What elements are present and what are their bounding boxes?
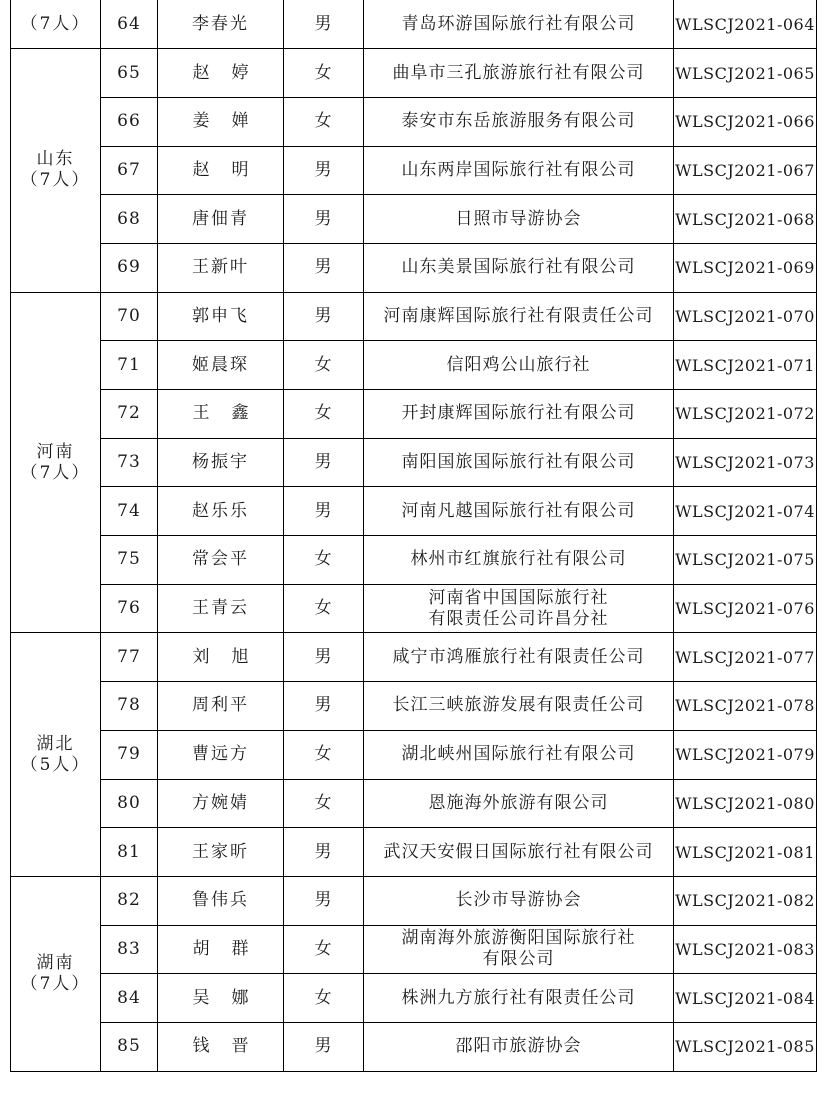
table-row (11, 195, 817, 244)
serial-number: 74 (101, 487, 158, 536)
person-name: 王青云 (158, 584, 284, 633)
person-name: 王家昕 (158, 828, 284, 877)
guide-list-table (10, 0, 817, 1072)
serial-number: 67 (101, 146, 158, 195)
organization: 湖南海外旅游衡阳国际旅行社 有限公司 (364, 925, 674, 974)
certificate-number: WLSCJ2021-074 (674, 487, 817, 536)
certificate-number: WLSCJ2021-067 (674, 146, 817, 195)
serial-number: 75 (101, 536, 158, 585)
certificate-number: WLSCJ2021-071 (674, 341, 817, 390)
organization: 青岛环游国际旅行社有限公司 (364, 0, 674, 49)
gender: 男 (284, 876, 364, 925)
serial-number: 72 (101, 390, 158, 439)
serial-number: 71 (101, 341, 158, 390)
gender: 男 (284, 292, 364, 341)
organization: 咸宁市鸿雁旅行社有限责任公司 (364, 633, 674, 682)
organization: 南阳国旅国际旅行社有限公司 (364, 438, 674, 487)
certificate-number: WLSCJ2021-075 (674, 536, 817, 585)
person-name: 赵乐乐 (158, 487, 284, 536)
table-row (11, 390, 817, 439)
table-row (11, 584, 817, 633)
organization: 长沙市导游协会 (364, 876, 674, 925)
person-name: 曹远方 (158, 730, 284, 779)
organization: 恩施海外旅游有限公司 (364, 779, 674, 828)
serial-number: 79 (101, 730, 158, 779)
table-row (11, 49, 817, 98)
serial-number: 76 (101, 584, 158, 633)
table-row (11, 1022, 817, 1071)
province-count: （7人） (20, 462, 91, 483)
person-name: 钱晋 (158, 1022, 284, 1071)
serial-number: 81 (101, 828, 158, 877)
gender: 女 (284, 49, 364, 98)
gender: 男 (284, 633, 364, 682)
table-row (11, 682, 817, 731)
organization: 河南康辉国际旅行社有限责任公司 (364, 292, 674, 341)
person-name: 唐佃青 (158, 195, 284, 244)
organization: 武汉天安假日国际旅行社有限公司 (364, 828, 674, 877)
gender: 男 (284, 438, 364, 487)
table-row (11, 876, 817, 925)
gender: 女 (284, 779, 364, 828)
table-row (11, 438, 817, 487)
gender: 男 (284, 1022, 364, 1071)
serial-number: 77 (101, 633, 158, 682)
gender: 男 (284, 682, 364, 731)
person-name: 杨振宇 (158, 438, 284, 487)
organization: 信阳鸡公山旅行社 (364, 341, 674, 390)
certificate-number: WLSCJ2021-079 (674, 730, 817, 779)
certificate-number: WLSCJ2021-073 (674, 438, 817, 487)
person-name: 王鑫 (158, 390, 284, 439)
serial-number: 78 (101, 682, 158, 731)
province-name: 河南 (36, 441, 75, 462)
organization: 开封康辉国际旅行社有限公司 (364, 390, 674, 439)
organization: 长江三峡旅游发展有限责任公司 (364, 682, 674, 731)
gender: 女 (284, 730, 364, 779)
certificate-number: WLSCJ2021-068 (674, 195, 817, 244)
gender: 男 (284, 487, 364, 536)
serial-number: 80 (101, 779, 158, 828)
person-name: 刘旭 (158, 633, 284, 682)
table-row (11, 243, 817, 292)
certificate-number: WLSCJ2021-085 (674, 1022, 817, 1071)
province-count: （5人） (20, 754, 91, 775)
gender: 女 (284, 341, 364, 390)
certificate-number: WLSCJ2021-082 (674, 876, 817, 925)
gender: 男 (284, 243, 364, 292)
table-row (11, 925, 817, 974)
person-name: 赵明 (158, 146, 284, 195)
serial-number: 82 (101, 876, 158, 925)
certificate-number: WLSCJ2021-065 (674, 49, 817, 98)
gender: 男 (284, 828, 364, 877)
table-row (11, 146, 817, 195)
table-row (11, 730, 817, 779)
serial-number: 85 (101, 1022, 158, 1071)
gender: 女 (284, 925, 364, 974)
organization: 株洲九方旅行社有限责任公司 (364, 974, 674, 1023)
organization: 河南省中国国际旅行社 有限责任公司许昌分社 (364, 584, 674, 633)
gender: 女 (284, 97, 364, 146)
person-name: 常会平 (158, 536, 284, 585)
person-name: 姜婵 (158, 97, 284, 146)
province-cell-henan (11, 292, 101, 633)
certificate-number: WLSCJ2021-084 (674, 974, 817, 1023)
province-cell: （7人） (11, 0, 101, 49)
serial-number: 83 (101, 925, 158, 974)
table-row (11, 828, 817, 877)
person-name: 吴娜 (158, 974, 284, 1023)
province-count: （7人） (20, 973, 91, 994)
person-name: 鲁伟兵 (158, 876, 284, 925)
organization: 泰安市东岳旅游服务有限公司 (364, 97, 674, 146)
serial-number: 66 (101, 97, 158, 146)
organization: 湖北峡州国际旅行社有限公司 (364, 730, 674, 779)
table-row (11, 341, 817, 390)
organization: 山东美景国际旅行社有限公司 (364, 243, 674, 292)
certificate-number: WLSCJ2021-081 (674, 828, 817, 877)
province-name: 山东 (36, 149, 75, 170)
table-row (11, 487, 817, 536)
table-row (11, 536, 817, 585)
person-name: 赵婷 (158, 49, 284, 98)
organization: 邵阳市旅游协会 (364, 1022, 674, 1071)
serial-number: 68 (101, 195, 158, 244)
person-name: 周利平 (158, 682, 284, 731)
province-cell-shandong (11, 49, 101, 292)
table-row (11, 0, 817, 49)
organization: 河南凡越国际旅行社有限公司 (364, 487, 674, 536)
province-name: 湖南 (36, 952, 75, 973)
gender: 男 (284, 146, 364, 195)
person-name: 王新叶 (158, 243, 284, 292)
gender: 男 (284, 0, 364, 49)
serial-number: 70 (101, 292, 158, 341)
serial-number: 73 (101, 438, 158, 487)
organization: 日照市导游协会 (364, 195, 674, 244)
serial-number: 64 (101, 0, 158, 49)
table-row (11, 779, 817, 828)
gender: 女 (284, 974, 364, 1023)
certificate-number: WLSCJ2021-069 (674, 243, 817, 292)
table-row (11, 292, 817, 341)
certificate-number: WLSCJ2021-070 (674, 292, 817, 341)
certificate-number: WLSCJ2021-076 (674, 584, 817, 633)
certificate-number: WLSCJ2021-083 (674, 925, 817, 974)
serial-number: 65 (101, 49, 158, 98)
organization: 山东两岸国际旅行社有限公司 (364, 146, 674, 195)
serial-number: 84 (101, 974, 158, 1023)
gender: 女 (284, 390, 364, 439)
gender: 女 (284, 584, 364, 633)
certificate-number: WLSCJ2021-064 (674, 0, 817, 49)
person-name: 姬晨琛 (158, 341, 284, 390)
certificate-number: WLSCJ2021-066 (674, 97, 817, 146)
person-name: 李春光 (158, 0, 284, 49)
gender: 男 (284, 195, 364, 244)
person-name: 方婉婧 (158, 779, 284, 828)
person-name: 郭申飞 (158, 292, 284, 341)
serial-number: 69 (101, 243, 158, 292)
province-name: 湖北 (36, 733, 75, 754)
organization: 曲阜市三孔旅游旅行社有限公司 (364, 49, 674, 98)
province-cell-hunan (11, 876, 101, 1071)
gender: 女 (284, 536, 364, 585)
certificate-number: WLSCJ2021-078 (674, 682, 817, 731)
province-count: （7人） (20, 170, 91, 191)
organization: 林州市红旗旅行社有限公司 (364, 536, 674, 585)
certificate-number: WLSCJ2021-077 (674, 633, 817, 682)
province-cell-hubei (11, 633, 101, 876)
certificate-number: WLSCJ2021-080 (674, 779, 817, 828)
person-name: 胡群 (158, 925, 284, 974)
certificate-number: WLSCJ2021-072 (674, 390, 817, 439)
table-row (11, 974, 817, 1023)
table-row (11, 97, 817, 146)
table-row (11, 633, 817, 682)
